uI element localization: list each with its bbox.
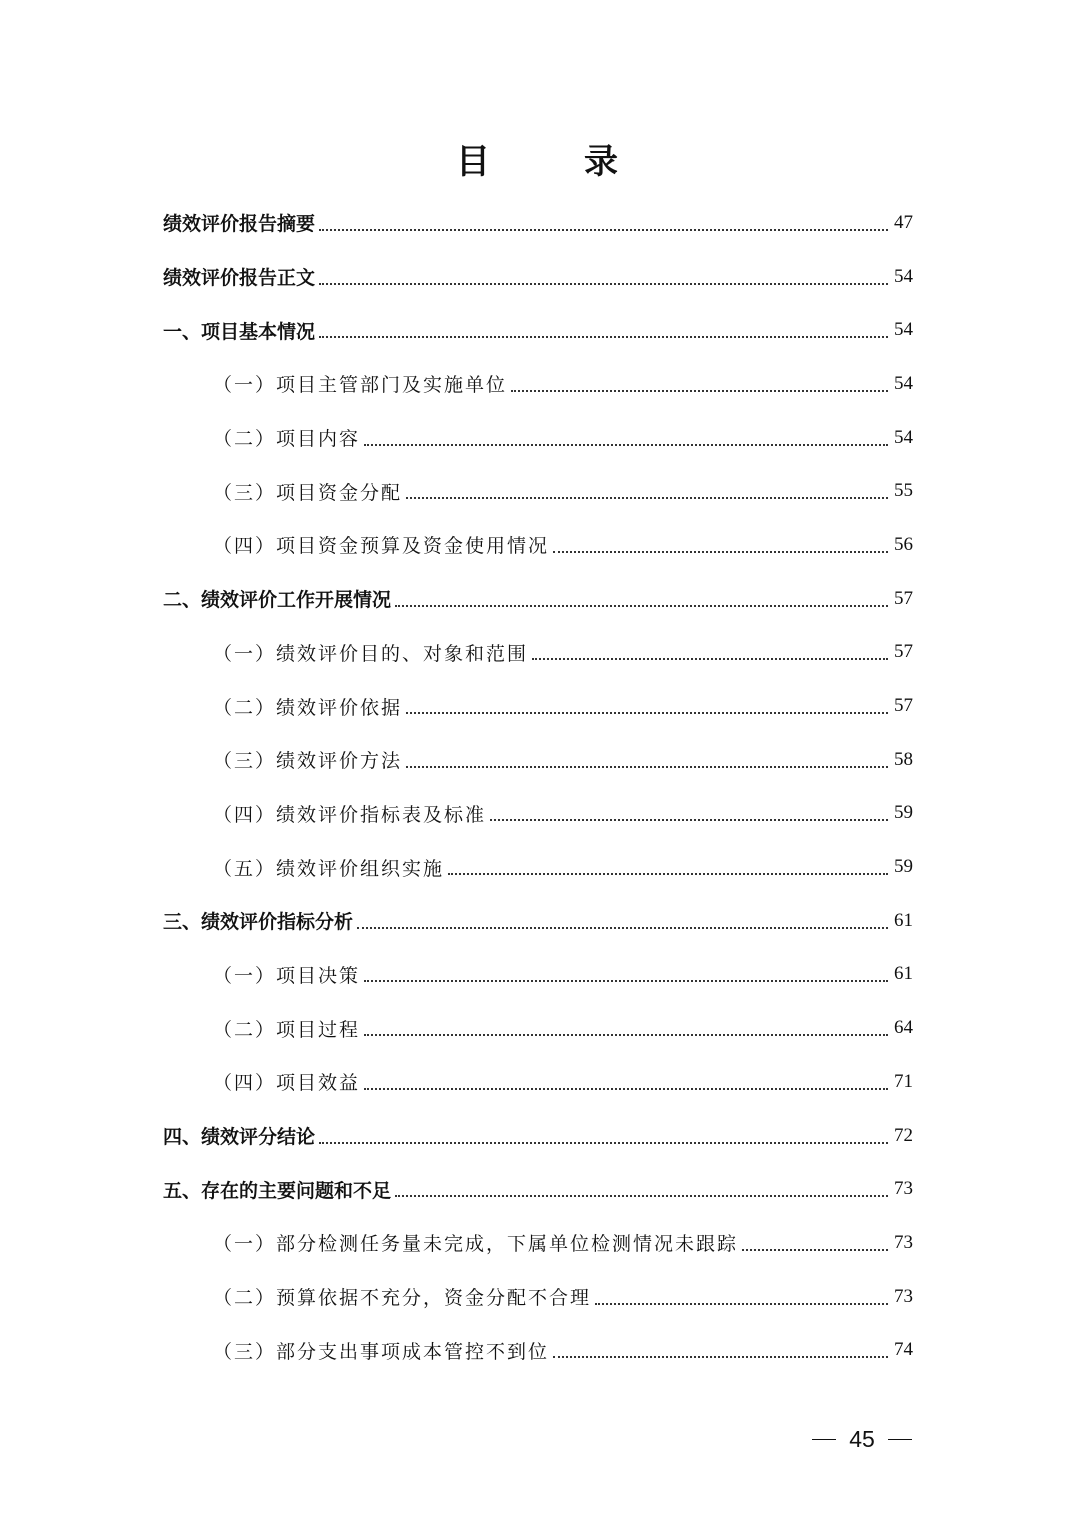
dot-leader [319, 283, 888, 285]
dot-leader [406, 766, 888, 768]
toc-section-entry[interactable] [163, 894, 913, 948]
dot-leader [357, 927, 888, 929]
toc-entry-page-number: 58 [894, 748, 913, 770]
toc-entry-title: 一、项目基本情况 [163, 320, 316, 343]
toc-entry-title: （二）绩效评价依据 [213, 696, 403, 719]
toc-subsection-entry[interactable] [163, 1001, 913, 1055]
dot-leader [742, 1249, 888, 1251]
toc-entry-title: 五、存在的主要问题和不足 [163, 1179, 392, 1202]
toc-entry-page-number: 61 [894, 963, 913, 985]
toc-subsection-entry[interactable] [163, 787, 913, 841]
toc-entry-page-number: 74 [894, 1339, 913, 1361]
dot-leader [395, 1195, 888, 1197]
toc-entry-title: （一）部分检测任务量未完成，下属单位检测情况未跟踪 [213, 1233, 739, 1256]
toc-subsection-entry[interactable] [163, 411, 913, 465]
dot-leader [319, 229, 888, 231]
dot-leader [595, 1303, 888, 1305]
toc-entry-page-number: 72 [894, 1124, 913, 1146]
toc-subsection-entry[interactable] [163, 733, 913, 787]
toc-entry-page-number: 54 [894, 265, 913, 287]
toc-subsection-entry[interactable] [163, 679, 913, 733]
dot-leader [553, 551, 888, 553]
toc-entry-page-number: 54 [894, 426, 913, 448]
toc-entry-page-number: 73 [894, 1178, 913, 1200]
page-title: 目 录 [456, 142, 648, 182]
dot-leader [406, 712, 888, 714]
toc-entry-title: （二）预算依据不充分，资金分配不合理 [213, 1287, 592, 1310]
dot-leader [319, 336, 888, 338]
toc-entry-page-number: 59 [894, 856, 913, 878]
toc-entry-title: （四）绩效评价指标表及标准 [213, 803, 487, 826]
toc-entry-page-number: 54 [894, 319, 913, 341]
toc-entry-title: （三）项目资金分配 [213, 481, 403, 504]
toc-entry-page-number: 59 [894, 802, 913, 824]
toc-entry-title: （一）项目决策 [213, 964, 361, 987]
toc-entry-page-number: 73 [894, 1231, 913, 1253]
toc-subsection-entry[interactable] [163, 1216, 913, 1270]
toc-subsection-entry[interactable] [163, 1270, 913, 1324]
toc-subsection-entry[interactable] [163, 518, 913, 572]
toc-subsection-entry[interactable] [163, 1055, 913, 1109]
dot-leader [395, 605, 888, 607]
toc-subsection-entry[interactable] [163, 626, 913, 680]
dot-leader [364, 444, 888, 446]
toc-section-entry[interactable] [163, 572, 913, 626]
toc-entry-title: （四）项目资金预算及资金使用情况 [213, 535, 550, 558]
toc-entry-title: 四、绩效评分结论 [163, 1126, 316, 1149]
toc-section-entry[interactable] [163, 196, 913, 250]
toc-entry-page-number: 61 [894, 909, 913, 931]
toc-entry-page-number: 73 [894, 1285, 913, 1307]
toc-entry-page-number: 55 [894, 480, 913, 502]
toc-entry-title: （四）项目效益 [213, 1072, 361, 1095]
toc-section-entry[interactable] [163, 250, 913, 304]
dot-leader [532, 658, 888, 660]
toc-entry-page-number: 71 [894, 1070, 913, 1092]
dot-leader [490, 819, 888, 821]
toc-entry-title: （一）绩效评价目的、对象和范围 [213, 642, 529, 665]
dot-leader [364, 1034, 888, 1036]
dot-leader [364, 1088, 888, 1090]
toc-entry-title: 三、绩效评价指标分析 [163, 911, 354, 934]
toc-entry-page-number: 57 [894, 695, 913, 717]
toc-section-entry[interactable] [163, 1162, 913, 1216]
toc-entry-page-number: 57 [894, 641, 913, 663]
toc-subsection-entry[interactable] [163, 357, 913, 411]
footer-right-dash [888, 1439, 912, 1440]
toc-section-entry[interactable] [163, 1109, 913, 1163]
toc-subsection-entry[interactable] [163, 1323, 913, 1377]
dot-leader [319, 1142, 888, 1144]
toc-entry-page-number: 64 [894, 1017, 913, 1039]
table-of-contents [163, 196, 913, 1377]
footer-left-dash [812, 1439, 836, 1440]
toc-subsection-entry[interactable] [163, 948, 913, 1002]
dot-leader [553, 1356, 888, 1358]
toc-entry-title: （一）项目主管部门及实施单位 [213, 374, 508, 397]
toc-entry-page-number: 47 [894, 211, 913, 233]
footer-page-number: 45 [849, 1426, 875, 1452]
dot-leader [448, 873, 888, 875]
toc-entry-title: （三）部分支出事项成本管控不到位 [213, 1340, 550, 1363]
toc-entry-title: 绩效评价报告摘要 [163, 213, 316, 236]
toc-subsection-entry[interactable] [163, 840, 913, 894]
toc-entry-title: 绩效评价报告正文 [163, 267, 316, 290]
toc-entry-page-number: 57 [894, 587, 913, 609]
toc-entry-title: （二）项目内容 [213, 428, 361, 451]
dot-leader [406, 497, 888, 499]
toc-entry-title: （二）项目过程 [213, 1018, 361, 1041]
toc-section-entry[interactable] [163, 303, 913, 357]
dot-leader [511, 390, 888, 392]
toc-entry-page-number: 56 [894, 533, 913, 555]
toc-entry-title: （三）绩效评价方法 [213, 750, 403, 773]
toc-entry-page-number: 54 [894, 372, 913, 394]
toc-entry-title: 二、绩效评价工作开展情况 [163, 589, 392, 612]
toc-entry-title: （五）绩效评价组织实施 [213, 857, 445, 880]
dot-leader [364, 980, 888, 982]
toc-subsection-entry[interactable] [163, 464, 913, 518]
page-footer [812, 1422, 912, 1456]
